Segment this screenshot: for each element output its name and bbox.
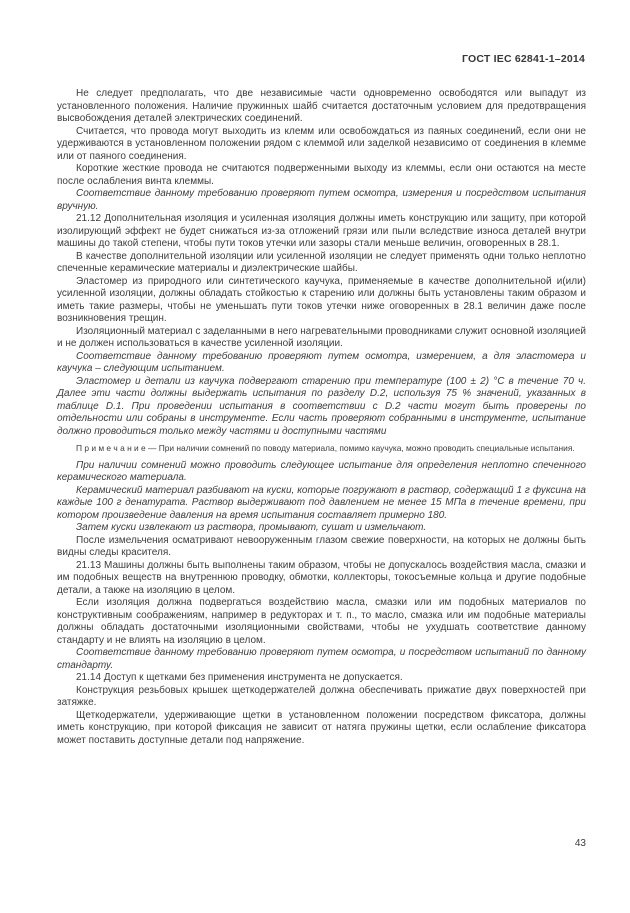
paragraph: 21.12 Дополнительная изоляция и усиленная изоляция должны иметь конструкцию или защиту, при которой изолирующий эффект не будет снижаться из-за отложений грязи или пыли вследствие износа деталей внутри машины до такой степени, чтобы пути токов утечки или зазоры стали меньше величин, оговоренных в 28.1.: [57, 213, 586, 249]
paragraph: 21.13 Машины должны быть выполнены таким образом, чтобы не допускалось воздействия масла, смазки и им подобных веществ на внутреннюю проводку, обмотки, коллекторы, токосъемные кольца и другие подобные детали, а также на изоляцию в целом.: [57, 559, 586, 596]
paragraph: Не следует предполагать, что две независимые части одновременно освободятся или выпадут из установленного положения. Наличие пружинных шайб считается достаточным условием для предотвращения высвобождения деталей электрических соединений.: [57, 88, 586, 124]
paragraph: Эластомер из природного или синтетического каучука, применяемые в качестве дополнительной и(или) усиленной изоляции, должны обладать стойкостью к старению или должны быть установлены таким образом и иметь такие размеры, чтобы не уменьшать пути токов утечки ниже оговоренных в 28.1 величин даже после возникновения трещин.: [57, 275, 586, 324]
paragraph: Затем куски извлекают из раствора, промывают, сушат и измельчают.: [76, 522, 427, 534]
paragraph: Изоляционный материал с заделанными в него нагревательными проводниками служит основной изоляцией и не должен использоваться в качестве усиленной изоляции.: [57, 325, 586, 349]
paragraph: Считается, что провода могут выходить из клемм или освобождаться из паяных соединений, если они не удерживаются в установленном положении рядом с клеммой или заделкой независимо от соединения в клемме или от паяного соединения.: [57, 125, 586, 162]
document-body: [57, 88, 586, 747]
paragraph: Если изоляция должна подвергаться воздействию масла, смазки или им подобных материалов по конструктивным соображениям, например в редукторах и т. п., то масло, смазка или им подобные материалы должны обладать достаточными изоляционными свойствами, чтобы не ухудшать соответствие данному стандарту и не влиять на изоляцию в целом.: [57, 597, 586, 646]
paragraph: Щеткодержатели, удерживающие щетки в установленном положении посредством фиксатора, должны иметь конструкцию, при которой фиксация не зависит от натяга пружины щетки, если ослабление фиксатора может поставить доступные детали под напряжение.: [57, 709, 586, 746]
paragraph: П р и м е ч а н и е — При наличии сомнений по поводу материала, помимо каучука, можно проводить специальные испытания.: [76, 443, 575, 453]
paragraph: 21.14 Доступ к щетками без применения инструмента не допускается.: [76, 672, 403, 684]
page-number: 43: [574, 838, 586, 849]
paragraph: Короткие жесткие провода не считаются подверженными выходу из клеммы, если они остаются на месте после ослабления винта клеммы.: [57, 163, 586, 187]
paragraph: Соответствие данному требованию проверяют путем осмотра, измерением, а для эластомера и каучука – следующим испытанием.: [57, 350, 586, 374]
running-header: ГОСТ IEC 62841-1–2014: [462, 53, 585, 65]
paragraph: Соответствие данному требованию проверяют путем осмотра, и посредством испытаний по данному стандарту.: [57, 647, 586, 671]
paragraph: В качестве дополнительной изоляции или усиленной изоляции не следует применять одни только неплотно спеченные керамические материалы и диэлектрические шайбы.: [57, 250, 586, 274]
paragraph: После измельчения осматривают невооруженным глазом свежие поверхности, на которых не должны быть видны следы красителя.: [57, 534, 586, 559]
paragraph: При наличии сомнений можно проводить следующее испытание для определения неплотно спеченного керамического материала.: [57, 459, 586, 484]
paragraph: Конструкция резьбовых крышек щеткодержателей должна обеспечивать прижатие двух поверхностей при затяжке.: [57, 684, 586, 709]
paragraph: Эластомер и детали из каучука подвергают старению при температуре (100 ± 2) °С в течение 70 ч. Далее эти части должны выдержать испытания по разделу D.2, используя 75 % значений, указанных в таблице D.1. При проведении испытания в соответствии с D.2 части могут быть проверены по отдельности или собраны в инструменте. Если часть проверяют собранными в инструменте, испытание должно проводиться только между частями и доступными частями: [57, 375, 586, 437]
paragraph: Соответствие данному требованию проверяют путем осмотра, измерения и посредством испытания вручную.: [57, 188, 586, 212]
paragraph: Керамический материал разбивают на куски, которые погружают в раствор, содержащий 1 г фуксина на каждые 100 г денатурата. Раствор выдерживают под давлением не менее 15 МПа в течение времени, при котором произведение давления на время испытания составляет примерно 180.: [57, 484, 586, 521]
